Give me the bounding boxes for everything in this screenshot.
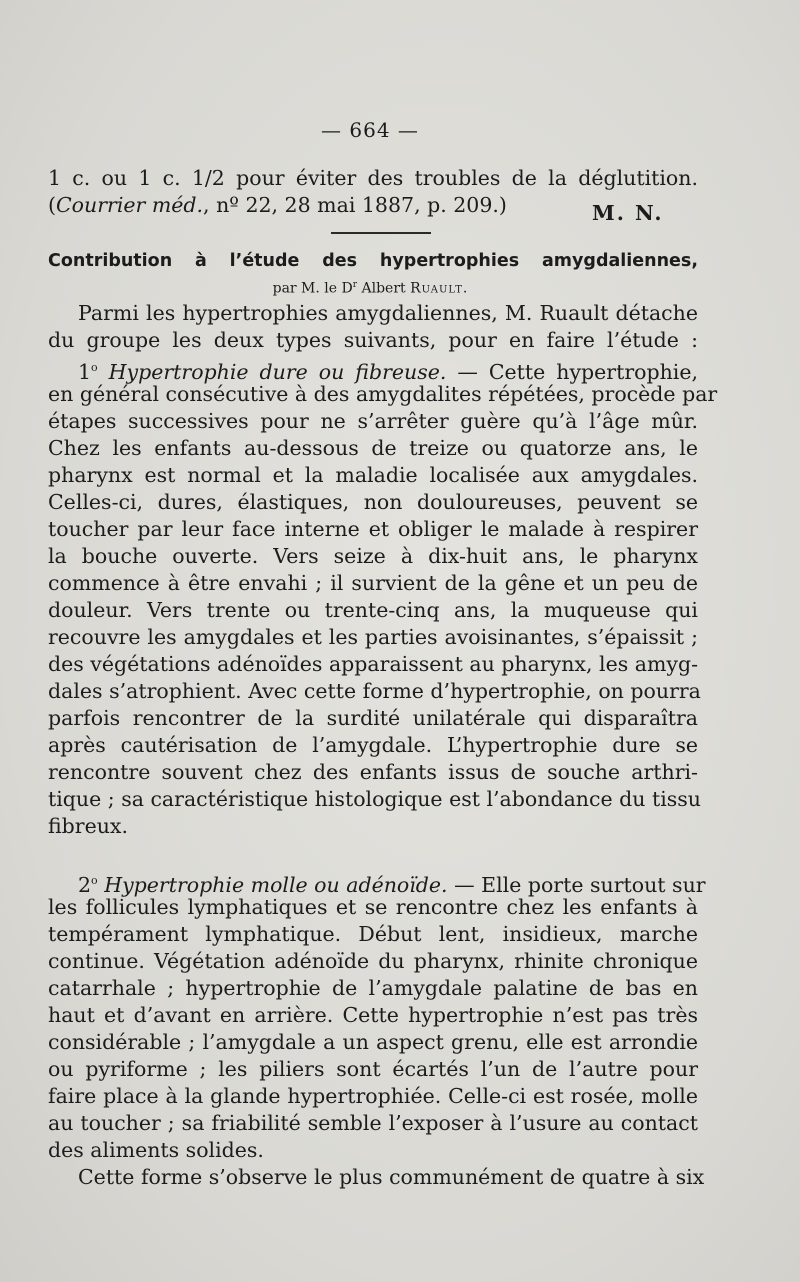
section-number: 2 xyxy=(78,872,92,897)
text-line: des aliments solides. xyxy=(48,1138,264,1162)
text-line: continue. Végétation adénoïde du pharynx, rhinite chronique xyxy=(48,949,698,973)
text-line: la bouche ouverte. Vers seize à dix-huit ans, le pharynx xyxy=(48,544,698,568)
text-line: considérable ; l’amygdale a un aspect grenu, elle est arrondie xyxy=(48,1030,698,1054)
citation-line: (Courrier méd., nº 22, 28 mai 1887, p. 209.) xyxy=(48,193,507,217)
section-title: Hypertrophie dure ou fibreuse. xyxy=(108,359,447,384)
article-title: Contribution à l’étude des hypertrophies amygdaliennes, xyxy=(48,251,698,271)
text-line: faire place à la glande hypertrophiée. Celle-ci est rosée, molle xyxy=(48,1084,698,1108)
section-number: 1 xyxy=(78,359,92,384)
text-line: recouvre les amygdales et les parties avoisinantes, s’épaissit ; xyxy=(48,625,698,649)
citation-details: , nº 22, 28 mai 1887, p. 209. xyxy=(203,193,499,217)
author-initials: M. N. xyxy=(592,201,664,225)
section-number-sup: o xyxy=(91,874,98,887)
text-line: douleur. Vers trente ou trente-cinq ans, la muqueuse qui xyxy=(48,598,698,622)
byline-sup: r xyxy=(352,280,358,290)
byline-prefix: par M. le D xyxy=(272,280,353,297)
text-line: Chez les enfants au-dessous de treize ou quatorze ans, le xyxy=(48,436,698,460)
page-number: — 664 — xyxy=(321,118,419,142)
text-line: commence à être envahi ; il survient de la gêne et un peu de xyxy=(48,571,698,595)
text-line: tique ; sa caractéristique histologique est l’abondance du tissu xyxy=(48,787,702,811)
text-line: ou pyriforme ; les piliers sont écartés l’un de l’autre pour xyxy=(48,1057,698,1081)
text-line: haut et d’avant en arrière. Cette hypertrophie n’est pas très xyxy=(48,1003,698,1027)
text-line: catarrhale ; hypertrophie de l’amygdale palatine de bas en xyxy=(48,976,698,1000)
text-line: dales s’atrophient. Avec cette forme d’hypertrophie, on pourra xyxy=(48,679,701,703)
text-line: 1 c. ou 1 c. 1/2 pour éviter des troubles de la déglutition. xyxy=(48,166,698,190)
text-line: après cautérisation de l’amygdale. L’hypertrophie dure se xyxy=(48,733,698,757)
byline-dot: . xyxy=(462,280,468,297)
text-line: Cette forme s’observe le plus communément de quatre à six xyxy=(78,1165,705,1189)
text-line: tempérament lymphatique. Début lent, insidieux, marche xyxy=(48,922,698,946)
section-title: Hypertrophie molle ou adénoïde. xyxy=(104,872,448,897)
journal-name: Courrier méd. xyxy=(56,193,204,217)
text-line: étapes successives pour ne s’arrêter guère qu’à l’âge mûr. xyxy=(48,409,698,433)
text-line: Celles-ci, dures, élastiques, non douloureuses, peuvent se xyxy=(48,490,698,514)
text-line: des végétations adénoïdes apparaissent au pharynx, les amyg- xyxy=(48,652,699,676)
section-text: — Cette hypertrophie, xyxy=(446,359,698,384)
text-line: pharynx est normal et la maladie localisée aux amygdales. xyxy=(48,463,698,487)
byline-surname: Ruault xyxy=(410,280,463,297)
text-line: du groupe les deux types suivants, pour en faire l’étude : xyxy=(48,328,698,352)
text-line: parfois rencontrer de la surdité unilatérale qui disparaîtra xyxy=(48,706,698,730)
text-line: en général consécutive à des amygdalites répétées, procède par xyxy=(48,382,718,406)
text-line: toucher par leur face interne et obliger le malade à respirer xyxy=(48,517,698,541)
text-line: fibreux. xyxy=(48,814,129,838)
section-number-sup: o xyxy=(91,361,98,374)
byline-name: Albert xyxy=(357,280,411,297)
section-text: — Elle porte surtout sur xyxy=(447,872,706,897)
article-byline xyxy=(0,274,740,300)
text-line: au toucher ; sa friabilité semble l’exposer à l’usure au contact xyxy=(48,1111,698,1135)
divider-rule xyxy=(331,232,431,234)
text-line: rencontre souvent chez des enfants issus de souche arthri- xyxy=(48,760,698,784)
text-line: les follicules lymphatiques et se rencontre chez les enfants à xyxy=(48,895,698,919)
text-line: Parmi les hypertrophies amygdaliennes, M. Ruault détache xyxy=(78,301,698,325)
